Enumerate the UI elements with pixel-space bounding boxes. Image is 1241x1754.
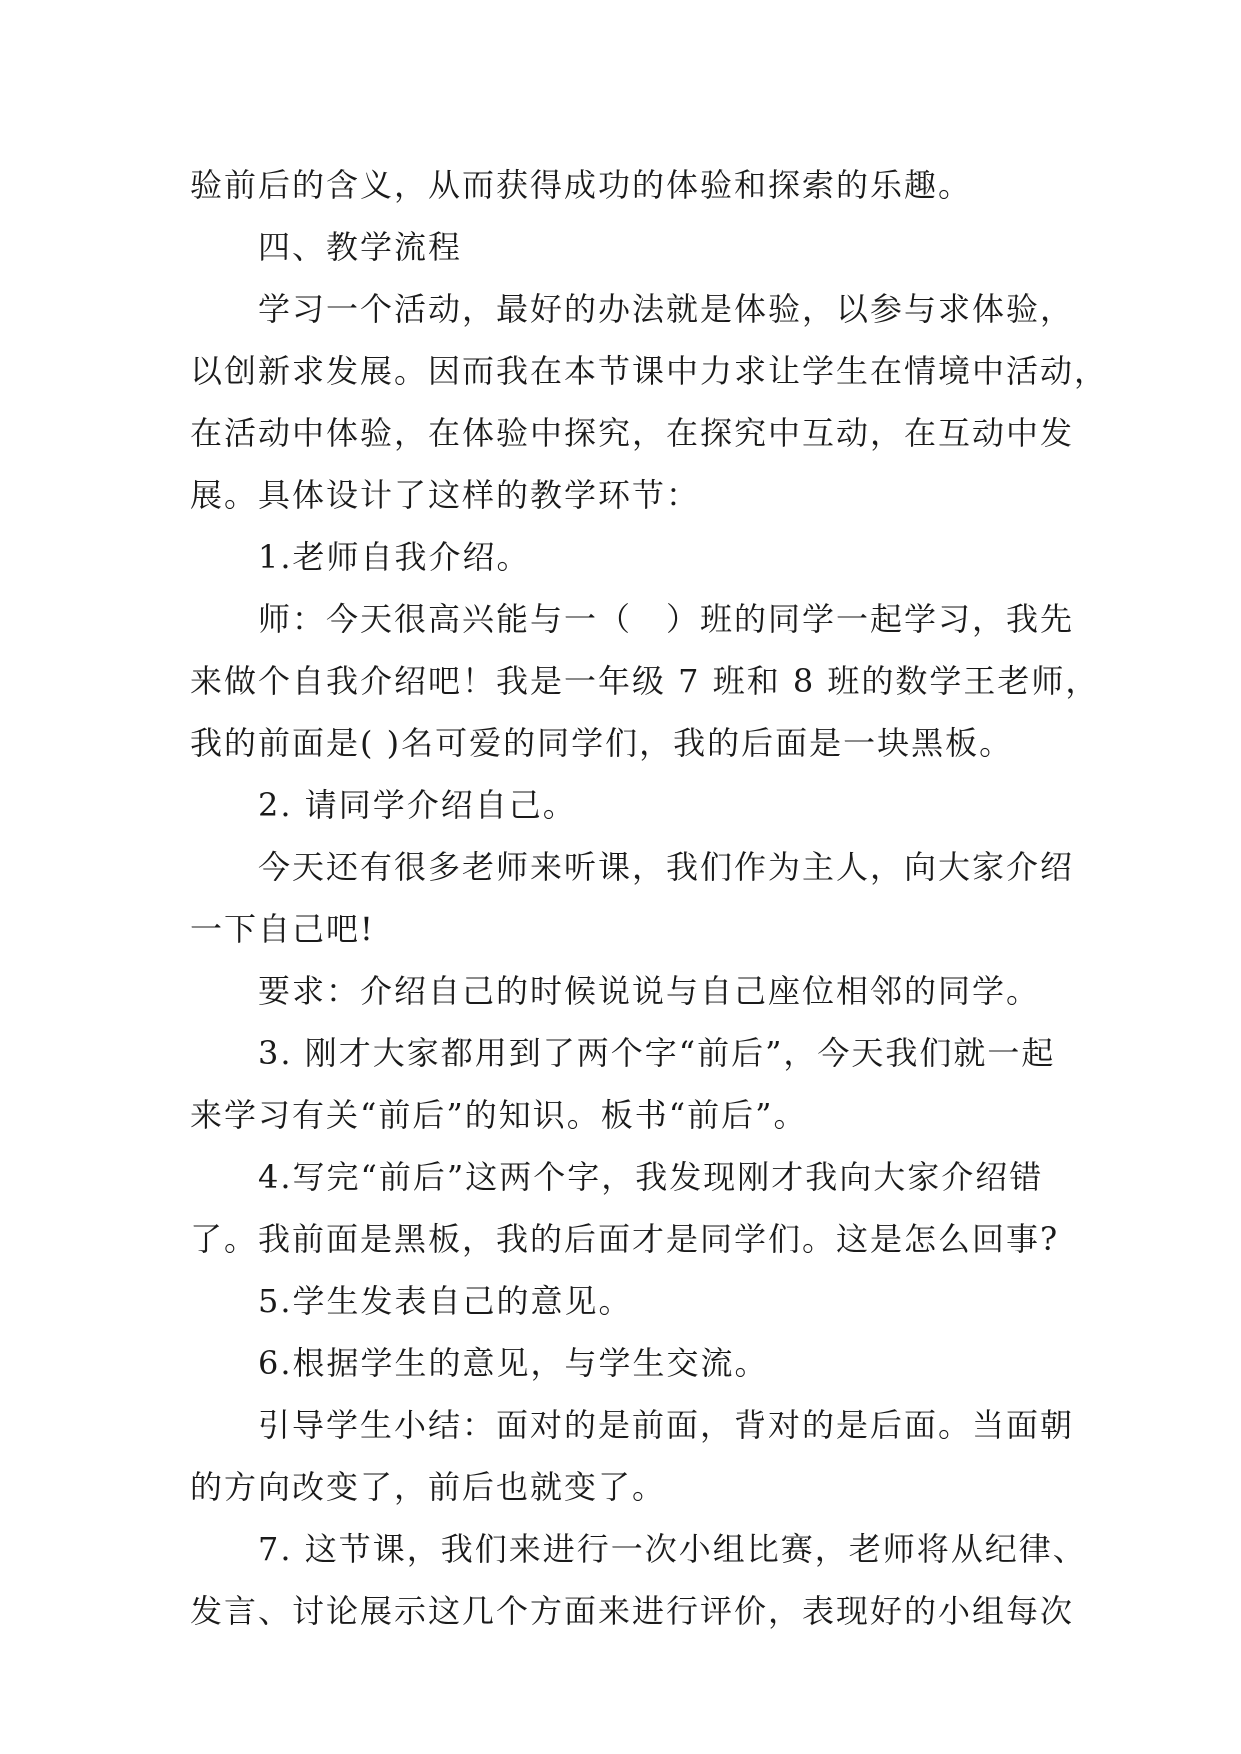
text-line: 展。具体设计了这样的教学环节： [190,476,701,514]
text-line: 2. 请同学介绍自己。 [258,786,577,824]
text-line: 在活动中体验，在体验中探究，在探究中互动，在互动中发 [190,414,1075,452]
text-line: 1.老师自我介绍。 [258,538,531,576]
document-body [190,154,1109,1642]
text-line: 4.写完“前后”这两个字，我发现刚才我向大家介绍错 [258,1158,1044,1196]
text-line: 发言、讨论展示这几个方面来进行评价，表现好的小组每次 [190,1592,1075,1630]
text-line: 引导学生小结：面对的是前面，背对的是后面。当面朝 [258,1406,1075,1444]
text-line: 验前后的含义，从而获得成功的体验和探索的乐趣。 [190,166,973,204]
text-line: 要求：介绍自己的时候说说与自己座位相邻的同学。 [258,972,1041,1010]
text-line: 师：今天很高兴能与一（ ）班的同学一起学习，我先 [258,600,1075,638]
text-line: 一下自己吧! [190,910,375,948]
text-line: 6.根据学生的意见，与学生交流。 [258,1344,769,1382]
text-line: 我的前面是( )名可爱的同学们，我的后面是一块黑板。 [190,724,1014,762]
text-line: 来做个自我介绍吧！我是一年级 7 班和 8 班的数学王老师， [190,662,1100,700]
text-line: 7. 这节课，我们来进行一次小组比赛，老师将从纪律、 [258,1530,1087,1568]
text-line: 3. 刚才大家都用到了两个字“前后”，今天我们就一起 [258,1034,1056,1072]
text-line: 了。我前面是黑板，我的后面才是同学们。这是怎么回事? [190,1220,1060,1258]
text-line: 四、教学流程 [258,228,463,266]
text-line: 5.学生发表自己的意见。 [258,1282,633,1320]
text-line: 以创新求发展。因而我在本节课中力求让学生在情境中活动， [190,352,1109,390]
text-line: 的方向改变了，前后也就变了。 [190,1468,667,1506]
text-line: 来学习有关“前后”的知识。板书“前后”。 [190,1096,808,1134]
text-line: 今天还有很多老师来听课，我们作为主人，向大家介绍 [258,848,1075,886]
text-line: 学习一个活动，最好的办法就是体验，以参与求体验， [258,290,1075,328]
